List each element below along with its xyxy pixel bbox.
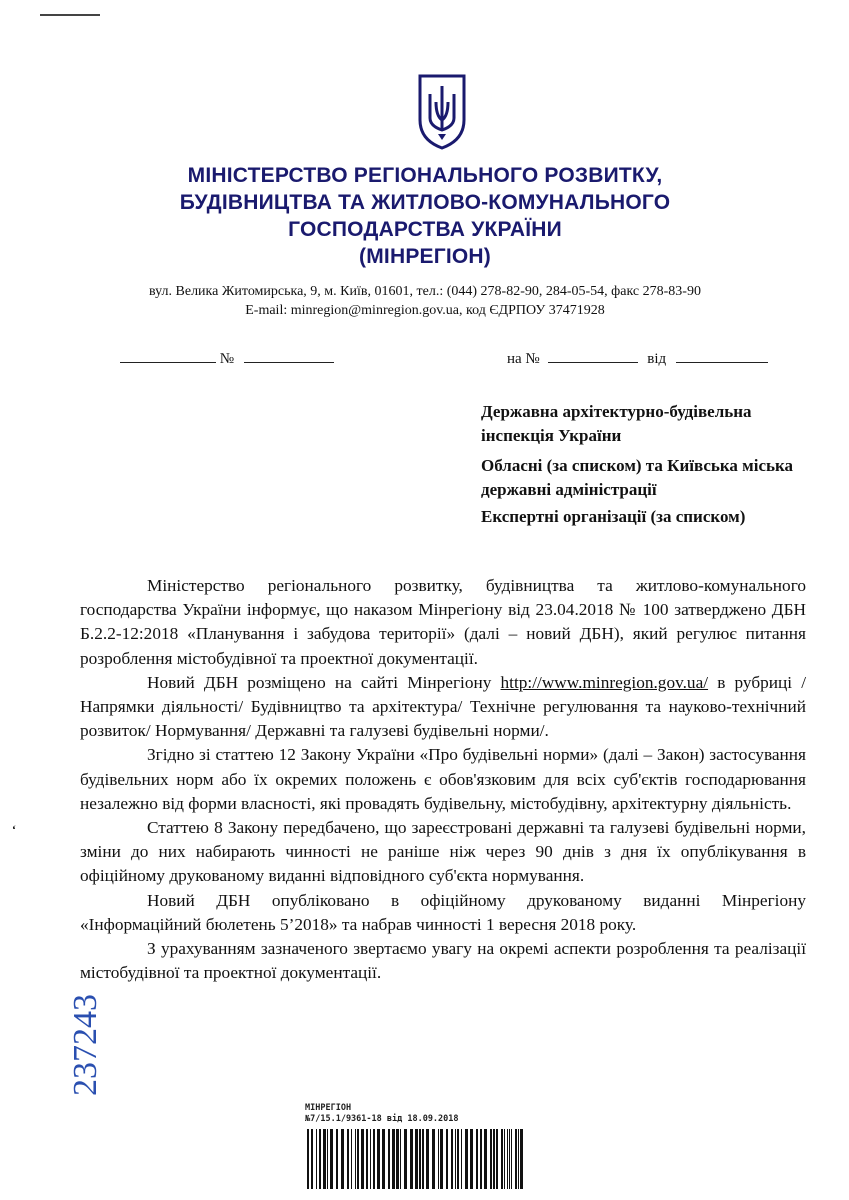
barcode-bar (330, 1129, 333, 1189)
barcode-bar (440, 1129, 443, 1189)
barcode-bar (518, 1129, 519, 1189)
barcode-bar (422, 1129, 424, 1189)
barcode-bar (327, 1129, 328, 1189)
address-line: вул. Велика Житомирська, 9, м. Київ, 01601, тел.: (044) 278-82-90, 284-05-54, факс 278-83-90 (149, 284, 701, 299)
barcode-bar (455, 1129, 456, 1189)
reply-number-blank (548, 348, 638, 363)
registration-number: №7/15.1/9361-18 від 18.09.2018 (305, 1114, 459, 1124)
barcode-bar (361, 1129, 364, 1189)
barcode-bar (509, 1129, 510, 1189)
paragraph-2-start: Новий ДБН розміщено на сайті Мінрегіону (147, 672, 501, 692)
organization-title (100, 162, 750, 270)
barcode-bar (404, 1129, 407, 1189)
barcode-bar (520, 1129, 523, 1189)
barcode-bar (426, 1129, 429, 1189)
barcode-bar (341, 1129, 344, 1189)
barcode-bar (476, 1129, 478, 1189)
registration-org: МІНРЕГІОН (305, 1103, 352, 1113)
paragraph-4: Статтею 8 Закону передбачено, що зареєстровані державні та галузеві будівельні норми, зміни до них набирають чинності не раніше ніж через 90 днів з дня їх опублікування в офіційному друкованому виданні відповідного суб'єкта нормування. (80, 818, 806, 886)
barcode-bar (319, 1129, 321, 1189)
number-blank (244, 348, 334, 363)
reply-label: на № (507, 351, 540, 367)
barcode-bar (461, 1129, 462, 1189)
minregion-website-link[interactable]: http://www.minregion.gov.ua/ (500, 672, 709, 692)
barcode-bar (501, 1129, 503, 1189)
recipient-2: Обласні (за списком) та Київська міська державні адміністрації (481, 456, 794, 499)
barcode-bar (323, 1129, 326, 1189)
paragraph-2 (80, 671, 806, 744)
paragraph-1: Міністерство регіонального розвитку, будівництва та житлово-комунального господарства України інформує, що наказом Мінрегіону від 23.04.2018 № 100 затверджено ДБН Б.2.2-12:2018 «Планування і забудова території» (далі – новий ДБН), який регулює питання розроблення містобудівної та проектної документації. (80, 576, 806, 668)
barcode-bar (415, 1129, 418, 1189)
paragraph-6: З урахуванням зазначеного звертаємо увагу на окремі аспекти розроблення та реалізації містобудівної та проектної документації. (80, 939, 806, 983)
reply-ref (507, 348, 768, 368)
barcode-bar (446, 1129, 448, 1189)
barcode-bar (316, 1129, 317, 1189)
paragraph-2-end: в рубриці /Напрямки діяльності/ Будівництво та архітектура/ Технічне регулювання та науково-технічний розвиток/ Нормування/ Державні та галузеві будівельні норми/. (80, 672, 806, 741)
barcode-bar (480, 1129, 482, 1189)
barcode-bar (373, 1129, 375, 1189)
coat-of-arms-icon (416, 72, 468, 152)
barcode-bar (347, 1129, 349, 1189)
barcode-bar (351, 1129, 352, 1189)
barcode-bar (511, 1129, 512, 1189)
outgoing-ref (120, 348, 334, 368)
barcode-bar (457, 1129, 459, 1189)
barcode-bar (470, 1129, 473, 1189)
org-line-4: (МІНРЕГІОН) (359, 245, 491, 268)
barcode-bar (465, 1129, 468, 1189)
barcode-bar (307, 1129, 309, 1189)
email-line: E-mail: minregion@minregion.gov.ua, код ЄДРПОУ 37471928 (245, 303, 605, 318)
barcode-bar (396, 1129, 399, 1189)
stamp-number-text: 237243 (67, 994, 104, 1096)
barcode-bar (392, 1129, 395, 1189)
barcode-bar (451, 1129, 453, 1189)
barcode-bar (400, 1129, 401, 1189)
reply-date-blank (676, 348, 768, 363)
barcode-bar (377, 1129, 380, 1189)
barcode-bar (493, 1129, 495, 1189)
paragraph-3: Згідно зі статтею 12 Закону України «Про будівельні норми» (далі – Закон) застосування будівельних норм або їх окремих положень є обов'язковим для всіх суб'єктів господарювання незалежно від форми власності, які провадять будівельну, містобудівну, архітектурну діяльність. (80, 745, 806, 813)
barcode-bar (507, 1129, 508, 1189)
org-line-3: ГОСПОДАРСТВА УКРАЇНИ (288, 218, 562, 241)
barcode-bar (311, 1129, 313, 1189)
recipient-3: Експертні організації (за списком) (481, 507, 746, 526)
date-blank (120, 348, 216, 363)
barcode-bar (355, 1129, 356, 1189)
contact-address (60, 282, 790, 320)
registration-block (305, 1103, 545, 1193)
barcode-bar (382, 1129, 385, 1189)
barcode-bar (410, 1129, 413, 1189)
incoming-stamp-number (60, 960, 108, 1100)
barcode-bar (490, 1129, 492, 1189)
barcode-bar (496, 1129, 498, 1189)
barcode-bar (357, 1129, 359, 1189)
paragraph-5: Новий ДБН опубліковано в офіційному друкованому виданні Мінрегіону «Інформаційний бюлетень 5’2018» та набрав чинності 1 вересня 2018 року. (80, 890, 806, 934)
barcode-bar (504, 1129, 505, 1189)
barcode-bar (366, 1129, 368, 1189)
barcode-icon (305, 1129, 525, 1189)
no-label: № (219, 351, 235, 367)
corner-mark (40, 14, 100, 16)
barcode-bar (336, 1129, 338, 1189)
from-label: від (647, 351, 667, 367)
org-line-1: МІНІСТЕРСТВО РЕГІОНАЛЬНОГО РОЗВИТКУ, (187, 164, 663, 187)
org-line-2: БУДІВНИЦТВА ТА ЖИТЛОВО-КОМУНАЛЬНОГО (179, 191, 671, 214)
letter-body (80, 574, 806, 985)
barcode-bar (438, 1129, 439, 1189)
barcode-bar (419, 1129, 421, 1189)
barcode-bar (484, 1129, 487, 1189)
barcode-bar (432, 1129, 435, 1189)
barcode-bar (388, 1129, 390, 1189)
margin-mark: ʻ (12, 822, 16, 836)
recipient-1: Державна архітектурно-будівельна інспекція України (481, 402, 752, 445)
barcode-bar (370, 1129, 371, 1189)
barcode-bar (515, 1129, 517, 1189)
